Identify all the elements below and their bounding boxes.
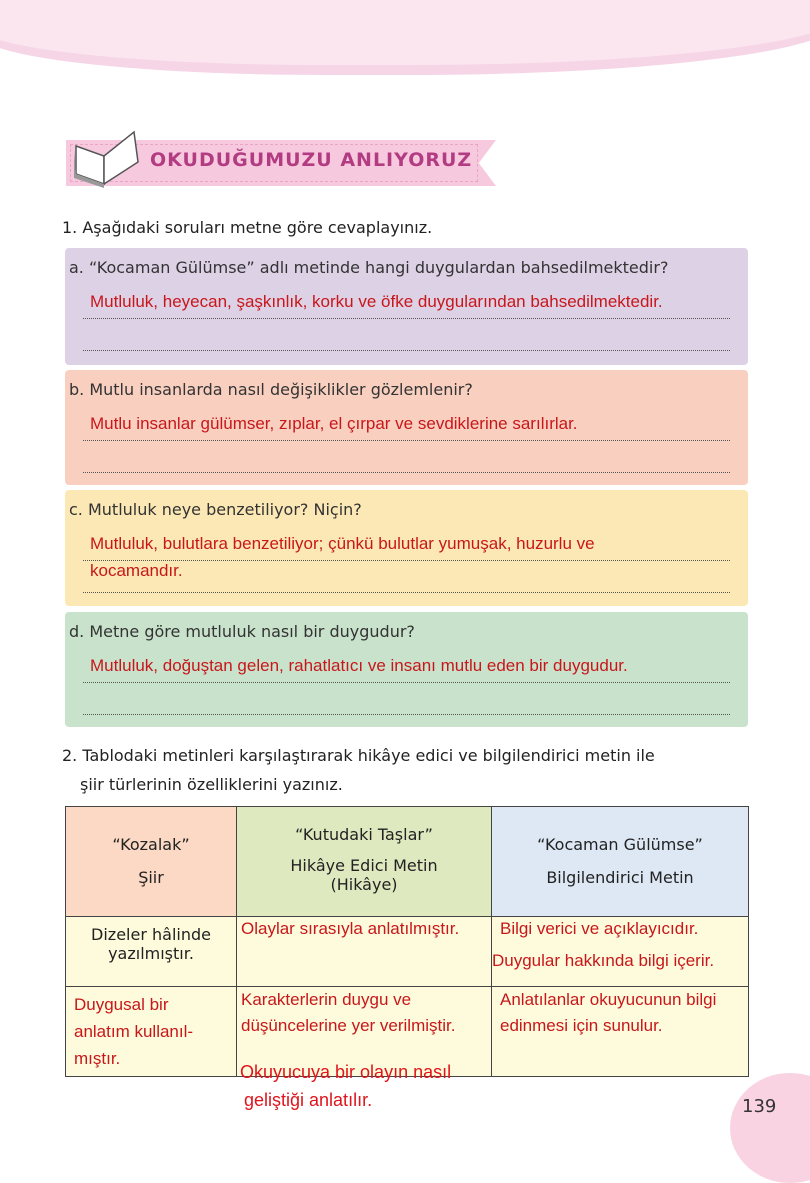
section-title: OKUDUĞUMUZU ANLIYORUZ (150, 149, 473, 171)
header-type: Şiir (138, 868, 164, 887)
extra-answer-line1: Okuyucuya bir olayın nasıl (240, 1062, 452, 1082)
header-type-sub: (Hikâye) (330, 875, 398, 894)
question-box-c (65, 490, 748, 606)
answer-line (83, 440, 730, 441)
question-1-prompt: 1. Aşağıdaki soruları metne göre cevaplayınız. (62, 218, 433, 237)
question-box-a (65, 248, 748, 365)
answer-cell (492, 917, 749, 987)
question-2-prompt-line1: 2. Tablodaki metinleri karşılaştırarak hikâye edici ve bilgilendirici metin ile (62, 746, 655, 765)
answer-line (83, 714, 730, 715)
header-cell-kocaman-gulumse (492, 807, 749, 917)
answer-line (83, 350, 730, 351)
corner-decoration (730, 1073, 810, 1183)
page-number: 139 (742, 1096, 777, 1117)
answer-line (83, 472, 730, 473)
answer-text: Mutluluk, bulutlara benzetiliyor; çünkü bulutlar yumuşak, huzurlu ve (90, 534, 595, 553)
comparison-table (65, 806, 749, 1077)
answer-line (83, 682, 730, 683)
answer-line: Bilgi verici ve açıklayıcıdır. (500, 919, 699, 938)
answer-text: Mutluluk, doğuştan gelen, rahatlatıcı ve insanı mutlu eden bir duygudur. (90, 656, 628, 675)
question-box-b (65, 370, 748, 485)
question-box-d (65, 612, 748, 727)
question-2-prompt-line2: şiir türlerinin özelliklerini yazınız. (80, 775, 343, 794)
answer-line: Duygular hakkında bilgi içerir. (492, 951, 715, 970)
cell: Dizeler hâlinde yazılmıştır. (66, 917, 237, 987)
extra-answer-line2: geliştiği anlatılır. (244, 1090, 373, 1110)
header-type: Hikâye Edici Metin (290, 856, 438, 875)
open-book-icon (72, 128, 142, 188)
answer-cell: Duygusal bir anlatım kullanıl-mıştır. (66, 987, 237, 1077)
question-text: c. Mutluluk neye benzetiliyor? Niçin? (69, 500, 362, 519)
header-cell-kozalak (66, 807, 237, 917)
answer-text: Karakterlerin duygu ve düşüncelerine yer verilmiştir. (241, 990, 456, 1035)
answer-cell: Anlatılanlar okuyucunun bilgi edinmesi için sunulur. (492, 987, 749, 1077)
header-type: Bilgilendirici Metin (546, 868, 694, 887)
header-title: “Kutudaki Taşlar” (295, 825, 433, 844)
question-text: b. Mutlu insanlarda nasıl değişiklikler gözlemlenir? (69, 380, 473, 399)
answer-cell: Olaylar sırasıyla anlatılmıştır. (237, 917, 492, 987)
answer-text: kocamandır. (90, 561, 183, 580)
header-title: “Kocaman Gülümse” (537, 835, 703, 854)
answer-line (83, 318, 730, 319)
header-cell-kutudaki-taslar (237, 807, 492, 917)
header-title: “Kozalak” (112, 835, 190, 854)
question-text: a. “Kocaman Gülümse” adlı metinde hangi duygulardan bahsedilmektedir? (69, 258, 669, 277)
answer-line (83, 592, 730, 593)
question-text: d. Metne göre mutluluk nasıl bir duygudur? (69, 622, 415, 641)
answer-text: Mutlu insanlar gülümser, zıplar, el çırpar ve sevdiklerine sarılırlar. (90, 414, 578, 433)
answer-text: Mutluluk, heyecan, şaşkınlık, korku ve öfke duygularından bahsedilmektedir. (90, 292, 663, 311)
